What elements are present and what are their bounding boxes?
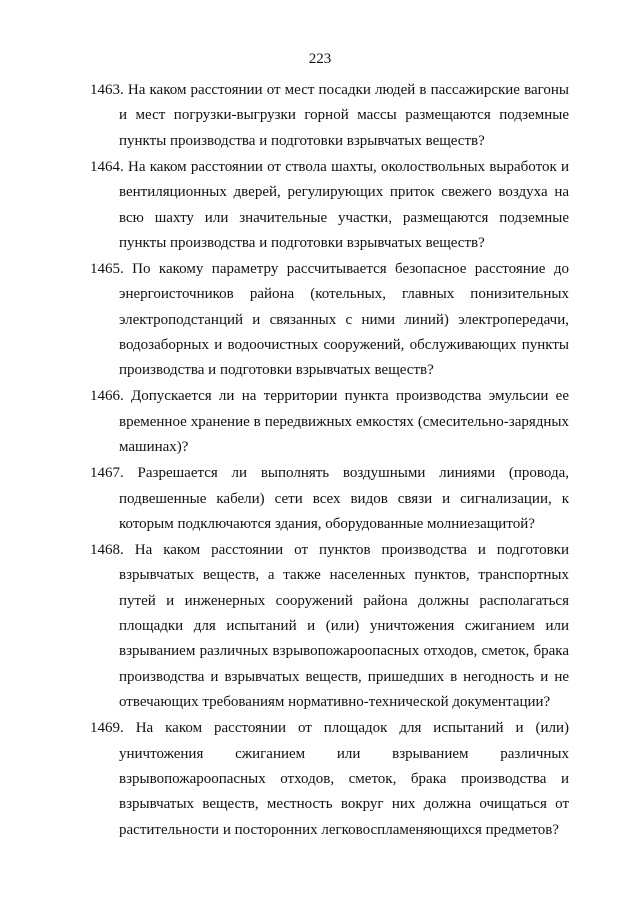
question-1464	[90, 155, 569, 257]
question-1467	[90, 461, 569, 537]
question-1463	[90, 78, 569, 154]
question-number: 1468.	[90, 541, 124, 558]
question-number: 1464.	[90, 158, 124, 175]
question-text: На каком расстоянии от пунктов производства и подготовки взрывчатых веществ, а также населенных пунктов, транспортных путей и инженерных сооружений района должны располагаться площадки для испытаний и (или) уничтожения сжиганием или взрыванием различных взрывопожароопасных отходов, сметок, брака производства и взрывчатых веществ, пришедших в негодность и не отвечающих требованиям нормативно-технической документации?	[119, 541, 569, 711]
question-text: На каком расстоянии от ствола шахты, околоствольных выработок и вентиляционных дверей, регулирующих приток свежего воздуха на всю шахту или значительные участки, размещаются подземные пункты производства и подготовки взрывчатых веществ?	[119, 158, 569, 251]
question-number: 1469.	[90, 720, 124, 737]
question-1466	[90, 384, 569, 460]
question-number: 1465.	[90, 260, 124, 277]
question-text: Допускается ли на территории пункта производства эмульсии ее временное хранение в передвижных емкостях (смесительно-зарядных машинах)?	[119, 388, 569, 456]
question-text: По какому параметру рассчитывается безопасное расстояние до энергоисточников района (котельных, главных понизительных электроподстанций и связанных с ними линий) электропередачи, водозаборных и водоочистных сооружений, обслуживающих пункты производства и подготовки взрывчатых веществ?	[119, 260, 569, 379]
page-number: 223	[308, 51, 332, 67]
question-1468	[90, 538, 569, 716]
question-text: На каком расстоянии от площадок для испытаний и (или) уничтожения сжиганием или взрыванием различных взрывопожароопасных отходов, сметок, брака производства и взрывчатых веществ, местность вокруг них должна очищаться от растительности и посторонних легковоспламеняющихся предметов?	[119, 720, 569, 838]
question-number: 1463.	[90, 82, 124, 98]
question-1465	[90, 257, 569, 384]
question-1469	[90, 716, 569, 843]
question-text: Разрешается ли выполнять воздушными линиями (провода, подвешенные кабели) сети всех видов связи и сигнализации, к которым подключаются здания, оборудованные молниезащитой?	[119, 465, 570, 532]
question-text: На каком расстоянии от мест посадки людей в пассажирские вагоны и мест погрузки-выгрузки горной массы размещаются подземные пункты производства и подготовки взрывчатых веществ?	[119, 82, 569, 149]
question-list	[90, 78, 569, 844]
question-number: 1467.	[90, 465, 124, 482]
question-number: 1466.	[90, 388, 124, 405]
